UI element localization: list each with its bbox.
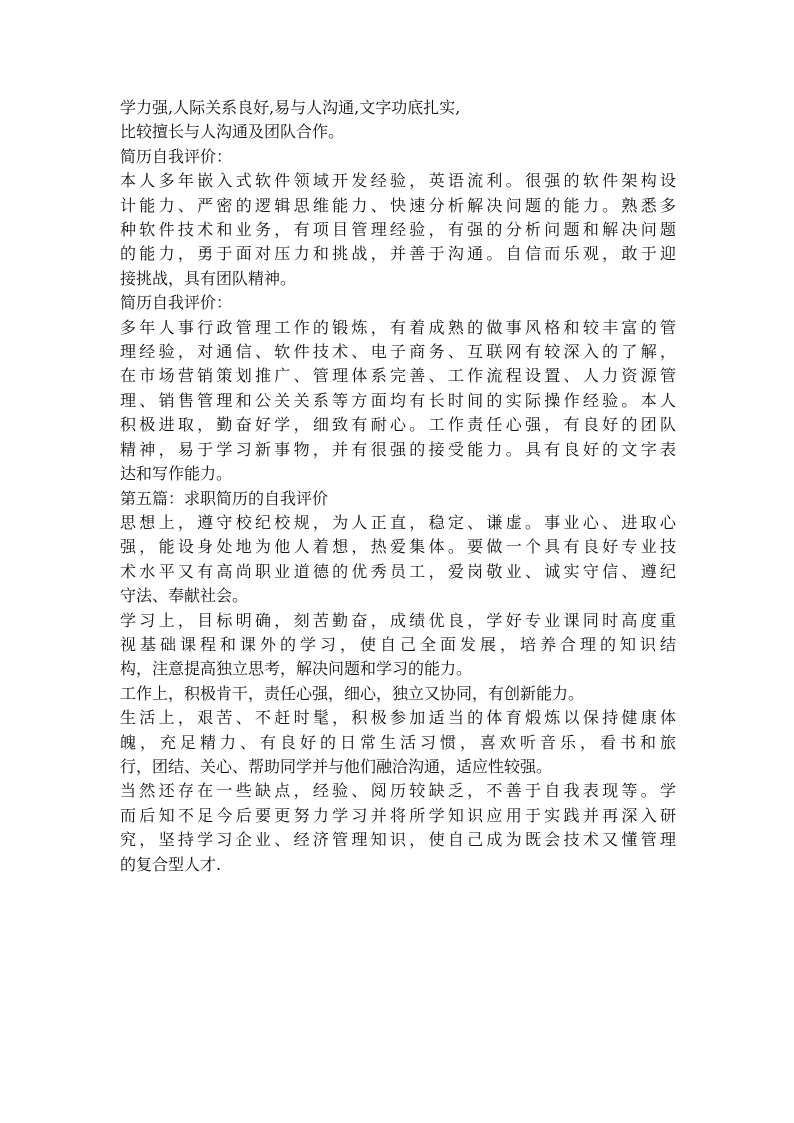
text-line: 多年人事行政管理工作的锻炼，有着成熟的做事风格和较丰富的管 [120, 317, 676, 337]
text-line: 强，能设身处地为他人着想，热爱集体。要做一个具有良好专业技 [120, 537, 676, 557]
text-line: 在市场营销策划推广、管理体系完善、工作流程设置、人力资源管 [120, 366, 676, 386]
section-heading: 简历自我评价： [120, 293, 233, 313]
text-line: 守法、奉献社会。 [120, 586, 249, 606]
text-line: 术水平又有高尚职业道德的优秀员工，爱岗敬业、诚实守信、遵纪 [120, 561, 676, 581]
text-line: 工作上，积极肯干，责任心强，细心，独立又协同，有创新能力。 [120, 683, 585, 703]
document-body [120, 96, 676, 877]
text-line: 思想上，遵守校纪校规，为人正直，稳定、谦虚。事业心、进取心 [120, 512, 676, 532]
text-line: 行，团结、关心、帮助同学并与他们融洽沟通，适应性较强。 [120, 756, 553, 776]
section-heading: 简历自我评价： [120, 146, 233, 166]
text-line: 比较擅长与人沟通及团队合作。 [120, 122, 345, 142]
text-line: 种软件技术和业务，有项目管理经验，有强的分析问题和解决问题 [120, 220, 676, 240]
text-line: 魄，充足精力、有良好的日常生活习惯，喜欢听音乐，看书和旅 [120, 732, 676, 752]
text-line: 积极进取，勤奋好学，细致有耐心。工作责任心强，有良好的团队 [120, 415, 676, 435]
text-line: 接挑战，具有团队精神。 [120, 268, 297, 288]
text-line: 理、销售管理和公关关系等方面均有长时间的实际操作经验。本人 [120, 390, 676, 410]
text-line: 学力强,人际关系良好,易与人沟通,文字功底扎实, [120, 98, 461, 117]
text-line: 的能力，勇于面对压力和挑战，并善于沟通。自信而乐观，敢于迎 [120, 244, 676, 264]
text-line: 构，注意提高独立思考，解决问题和学习的能力。 [120, 659, 473, 679]
text-line: 究，坚持学习企业、经济管理知识，使自己成为既会技术又懂管理 [120, 830, 676, 850]
text-line: 而后知不足今后要更努力学习并将所学知识应用于实践并再深入研 [120, 805, 676, 825]
text-line: 本人多年嵌入式软件领域开发经验，英语流利。很强的软件架构设 [120, 171, 676, 191]
text-line: 计能力、严密的逻辑思维能力、快速分析解决问题的能力。熟悉多 [120, 195, 676, 215]
text-line: 视基础课程和课外的学习，使自己全面发展，培养合理的知识结 [120, 634, 676, 654]
text-line: 理经验，对通信、软件技术、电子商务、互联网有较深入的了解， [120, 342, 676, 362]
text-line: 生活上，艰苦、不赶时髦，积极参加适当的体育煅炼以保持健康体 [120, 708, 676, 728]
text-line: 当然还存在一些缺点，经验、阅历较缺乏，不善于自我表现等。学 [120, 781, 676, 801]
text-line: 精神，易于学习新事物，并有很强的接受能力。具有良好的文字表 [120, 439, 676, 459]
text-line: 学习上，目标明确，刻苦勤奋，成绩优良，学好专业课同时高度重 [120, 610, 676, 630]
text-line: 的复合型人才. [120, 854, 222, 874]
text-line: 达和写作能力。 [120, 464, 233, 484]
section-heading: 第五篇：求职简历的自我评价 [120, 488, 329, 508]
